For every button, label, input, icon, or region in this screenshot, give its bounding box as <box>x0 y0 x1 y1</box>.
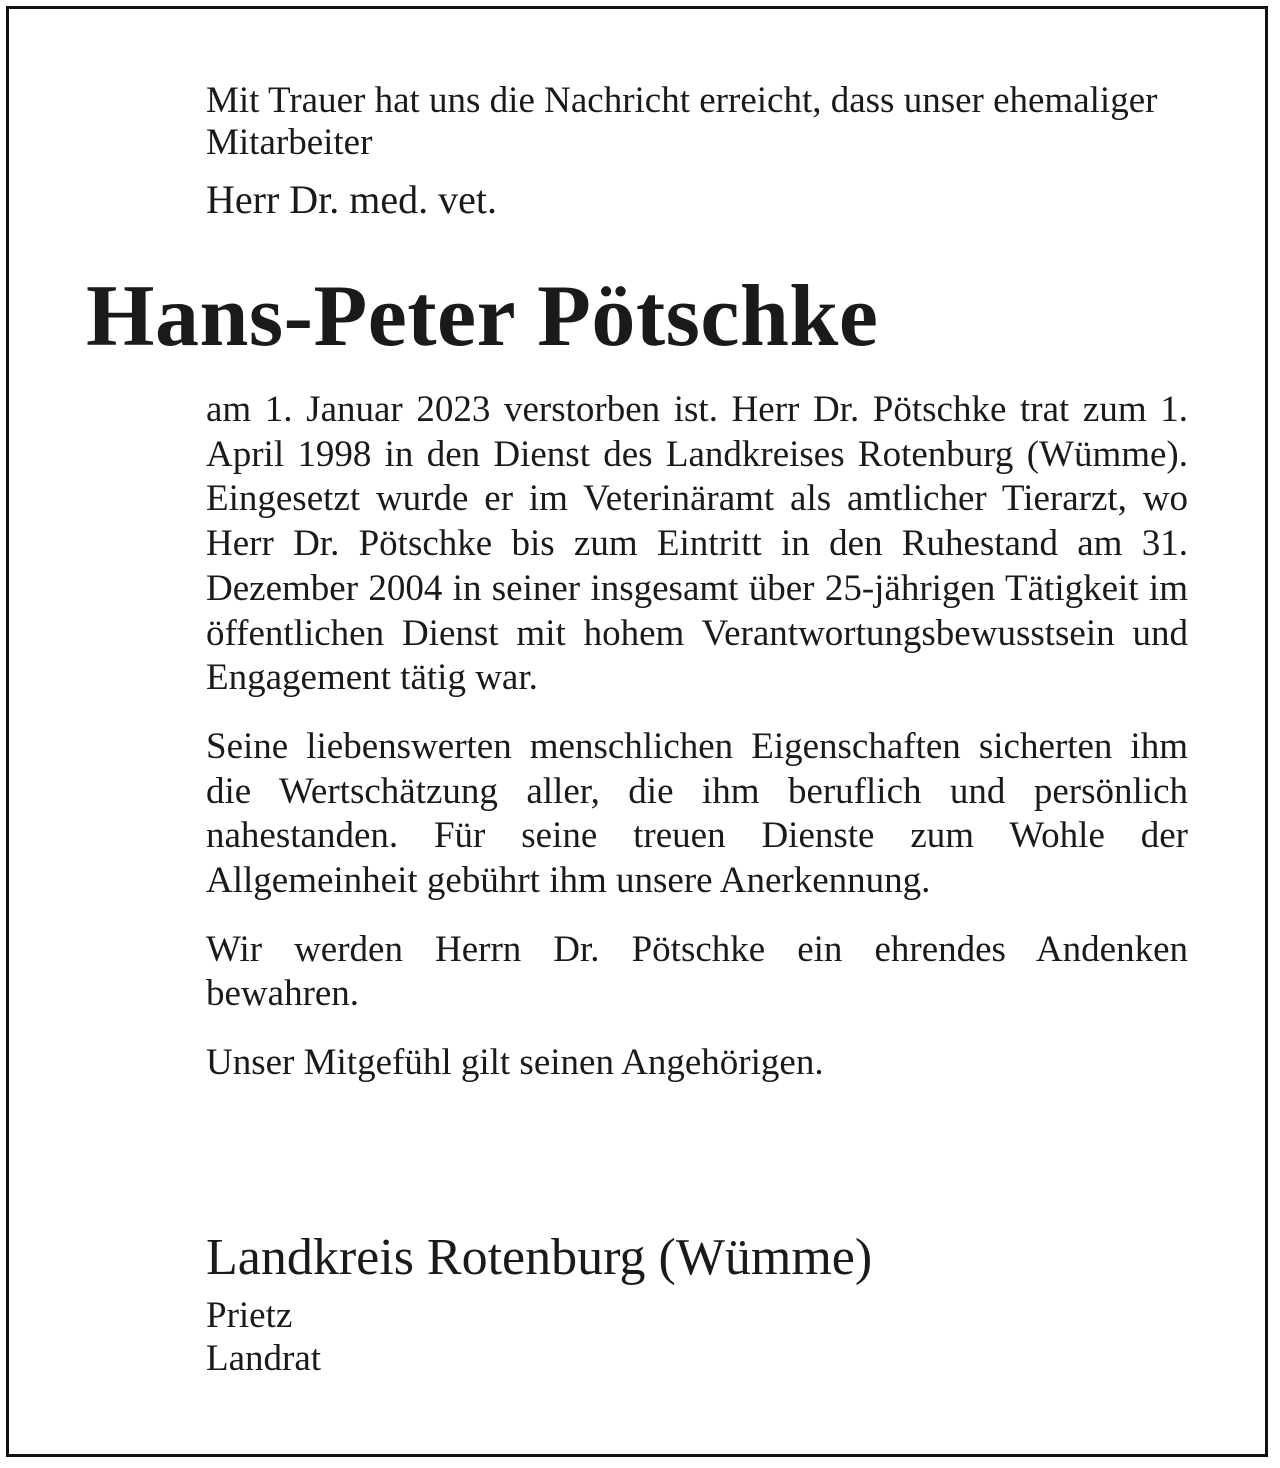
salutation-text: Herr Dr. med. vet. <box>206 177 498 222</box>
signatory-title: Landrat <box>206 1338 322 1379</box>
paragraph-memory: Wir werden Herrn Dr. Pötschke ein ehrendes Andenken bewahren. <box>206 928 1188 1015</box>
paragraph-condolence: Unser Mitgefühl gilt seinen Angehörigen. <box>206 1042 824 1084</box>
paragraph-appreciation: Seine liebenswerten menschlichen Eigenschaften sicherten ihm die Wertschätzung aller, die ihm beruflich und persönlich nahestanden. Für seine treuen Dienste zum Wohle der Allgemeinheit gebührt ihm unsere Anerkennung. <box>206 725 1188 902</box>
signatory-name: Prietz <box>206 1295 293 1336</box>
paragraph-career: am 1. Januar 2023 verstorben ist. Herr Dr. Pötschke trat zum 1. April 1998 in den Dienst des Landkreises Rotenburg (Wümme). Eingesetzt wurde er im Veterinäramt als amtlicher Tierarzt, wo Herr Dr. Pötschke bis zum Eintritt in den Ruhestand am 31. Dezember 2004 in seiner insgesamt über 25-jährigen Tätigkeit im öffentlichen Dienst mit hohem Verantwortungsbewusstsein und Engagement tätig war. <box>206 389 1188 699</box>
organization-name: Landkreis Rotenburg (Wümme) <box>206 1229 873 1286</box>
intro-text: Mit Trauer hat uns die Nachricht erreicht, dass unser ehemaliger Mitarbeiter <box>206 80 1158 163</box>
deceased-name: Hans-Peter Pötschke <box>86 268 879 365</box>
notice-body <box>206 388 1188 1086</box>
signature-block <box>206 1294 321 1380</box>
notice-header <box>206 80 1188 224</box>
